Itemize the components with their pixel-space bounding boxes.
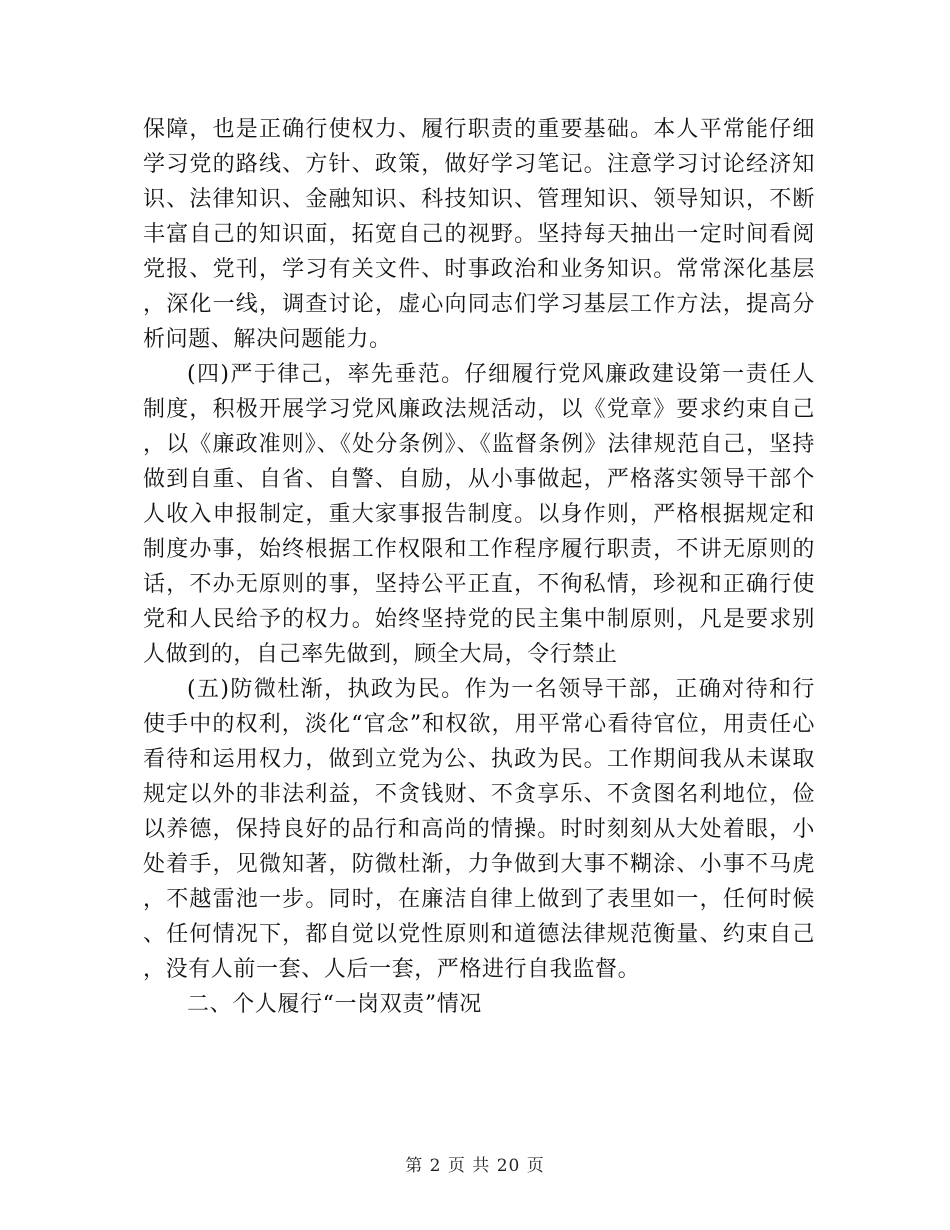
page-number: 第 2 页 共 20 页 — [405, 1156, 545, 1176]
section-heading: 二、个人履行“一岗双责”情况 — [187, 992, 482, 1017]
paragraph-study: 保障，也是正确行使权力、履行职责的重要基础。本人平常能仔细学习党的路线、方针、政策，做好学习笔记。注意学习讨论经济知识、法律知识、金融知识、科技知识、管理知识、领导知识，不断丰富自己的知识面，拓宽自己的视野。坚持每天抽出一定时间看阅党报、党刊，学习有关文件、时事政治和业务知识。常常深化基层，深化一线，调查讨论，虚心向同志们学习基层工作方法，提高分析问题、解决问题能力。 — [143, 117, 815, 352]
paragraph-prevention: (五)防微杜渐，执政为民。作为一名领导干部，正确对待和行使手中的权利，淡化“官念”和权欲，用平常心看待官位，用责任心看待和运用权力，做到立党为公、执政为民。工作期间我从未谋取规定以外的非法利益，不贪钱财、不贪享乐、不贪图名利地位，俭以养德，保持良好的品行和高尚的情操。时时刻刻从大处着眼，小处着手，见微知著，防微杜渐，力争做到大事不糊涂、小事不马虎，不越雷池一步。同时，在廉洁自律上做到了表里如一，任何时候、任何情况下，都自觉以党性原则和道德法律规范衡量、约束自己，没有人前一套、人后一套，严格进行自我监督。 — [143, 677, 815, 982]
paragraph-self-discipline: (四)严于律己，率先垂范。仔细履行党风廉政建设第一责任人制度，积极开展学习党风廉政法规活动，以《党章》要求约束自己，以《廉政准则》、《处分条例》、《监督条例》法律规范自己，坚持做到自重、自省、自警、自励，从小事做起，严格落实领导干部个人收入申报制定，重大家事报告制度。以身作则，严格根据规定和制度办事，始终根据工作权限和工作程序履行职责，不讲无原则的话，不办无原则的事，坚持公平正直，不徇私情，珍视和正确行使党和人民给予的权力。始终坚持党的民主集中制原则，凡是要求别人做到的，自己率先做到，顾全大局，令行禁止 — [143, 362, 815, 667]
document-body — [143, 112, 815, 1022]
page-footer — [0, 1151, 950, 1176]
